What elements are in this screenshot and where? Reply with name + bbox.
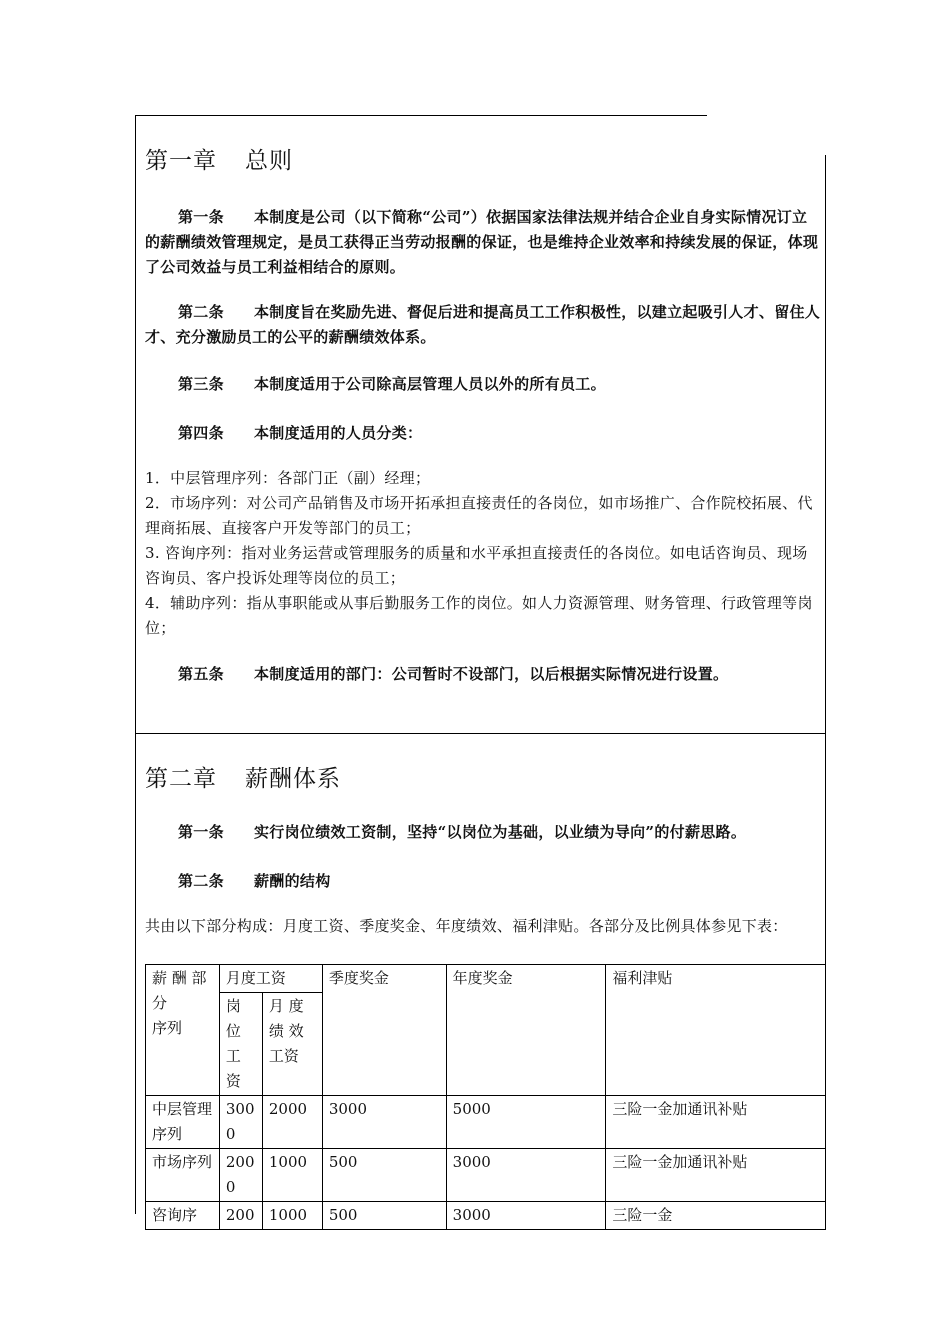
cell-welfare: 三险一金加通讯补贴 xyxy=(606,1096,826,1149)
frame-left-line xyxy=(135,115,136,1214)
chapter-divider-line xyxy=(135,733,826,734)
chapter-1-title xyxy=(145,142,293,175)
article-number: 第二条 xyxy=(178,303,224,321)
article-text: 实行岗位绩效工资制，坚持“以岗位为基础，以业绩为导向”的付薪思路。 xyxy=(254,823,747,841)
cell-welfare: 三险一金 xyxy=(606,1202,826,1230)
chapter-2-title xyxy=(145,760,341,793)
header-position-salary: 岗位工资 xyxy=(219,993,262,1096)
header-monthly-performance: 月 度 绩 效 工资 xyxy=(262,993,322,1096)
article-text: 本制度旨在奖励先进、督促后进和提高员工工作积极性，以建立起吸引人才、留住人才、充分激励员工的公平的薪酬绩效体系。 xyxy=(145,303,821,346)
article-text: 本制度适用于公司除高层管理人员以外的所有员工。 xyxy=(254,375,606,393)
cell-sequence: 咨询序 xyxy=(146,1202,220,1230)
chapter-1-number: 第一章 xyxy=(145,148,217,174)
category-item-4: 4．辅助序列：指从事职能或从事后勤服务工作的岗位。如人力资源管理、财务管理、行政管理等岗位； xyxy=(145,594,813,637)
corner-line: 分 xyxy=(152,994,168,1012)
cell-position-salary: 3000 xyxy=(219,1096,262,1149)
header-corner-cell xyxy=(146,965,220,1096)
chapter-2-name: 薪酬体系 xyxy=(245,766,341,792)
header-monthly-salary: 月度工资 xyxy=(219,965,322,993)
chapter-1-article-1 xyxy=(145,205,822,280)
frame-top-line xyxy=(135,115,707,116)
article-text: 本制度适用的人员分类： xyxy=(254,424,423,442)
article-text: 薪酬的结构 xyxy=(254,872,331,890)
category-item-3: 3. 咨询序列：指对业务运营或管理服务的质量和水平承担直接责任的各岗位。如电话咨询员、现场咨询员、客户投诉处理等岗位的员工； xyxy=(145,544,808,587)
article-number: 第二条 xyxy=(178,872,224,890)
table-row xyxy=(146,1149,826,1202)
cell-quarterly-bonus: 3000 xyxy=(322,1096,446,1149)
chapter-1-name: 总则 xyxy=(245,148,293,174)
article-number: 第三条 xyxy=(178,375,224,393)
cell-sequence: 市场序列 xyxy=(146,1149,220,1202)
category-item-1: 1．中层管理序列：各部门正（副）经理； xyxy=(145,469,431,487)
salary-structure-intro: 共由以下部分构成：月度工资、季度奖金、年度绩效、福利津贴。各部分及比例具体参见下表： xyxy=(145,917,788,935)
table-row xyxy=(146,1202,826,1230)
chapter-1-article-4 xyxy=(145,421,822,446)
chapter-1-article-2 xyxy=(145,300,822,350)
chapter-1-article-3 xyxy=(145,372,822,397)
cell-monthly-performance: 1000 xyxy=(262,1149,322,1202)
header-annual-bonus: 年度奖金 xyxy=(446,965,606,1096)
cell-welfare: 三险一金加通讯补贴 xyxy=(606,1149,826,1202)
cell-position-salary: 2000 xyxy=(219,1149,262,1202)
cell-position-salary: 200 xyxy=(219,1202,262,1230)
table-header-row xyxy=(146,965,826,993)
article-text: 本制度适用的部门：公司暂时不设部门，以后根据实际情况进行设置。 xyxy=(254,665,729,683)
corner-line: 序列 xyxy=(152,1019,183,1037)
chapter-1-article-5 xyxy=(145,662,822,687)
cell-annual-bonus: 5000 xyxy=(446,1096,606,1149)
article-number: 第一条 xyxy=(178,823,224,841)
cell-quarterly-bonus: 500 xyxy=(322,1149,446,1202)
chapter-2-number: 第二章 xyxy=(145,766,217,792)
cell-sequence: 中层管理序列 xyxy=(146,1096,220,1149)
corner-line: 薪 酬 部 xyxy=(152,969,207,987)
category-item-2: 2．市场序列：对公司产品销售及市场开拓承担直接责任的各岗位，如市场推广、合作院校拓展、代理商拓展、直接客户开发等部门的员工； xyxy=(145,494,813,537)
header-welfare: 福利津贴 xyxy=(606,965,826,1096)
article-number: 第五条 xyxy=(178,665,224,683)
cell-monthly-performance: 2000 xyxy=(262,1096,322,1149)
article-number: 第四条 xyxy=(178,424,224,442)
salary-table xyxy=(145,964,826,1230)
article-text: 本制度是公司（以下简称“公司”）依据国家法律法规并结合企业自身实际情况订立的薪酬绩效管理规定，是员工获得正当劳动报酬的保证，也是维持企业效率和持续发展的保证，体现了公司效益与员工利益相结合的原则。 xyxy=(145,208,819,276)
cell-monthly-performance: 1000 xyxy=(262,1202,322,1230)
header-quarterly-bonus: 季度奖金 xyxy=(322,965,446,1096)
cell-annual-bonus: 3000 xyxy=(446,1202,606,1230)
article-number: 第一条 xyxy=(178,208,224,226)
cell-annual-bonus: 3000 xyxy=(446,1149,606,1202)
cell-quarterly-bonus: 500 xyxy=(322,1202,446,1230)
chapter-2-article-2 xyxy=(145,869,822,894)
chapter-2-article-1 xyxy=(145,820,822,845)
table-row xyxy=(146,1096,826,1149)
